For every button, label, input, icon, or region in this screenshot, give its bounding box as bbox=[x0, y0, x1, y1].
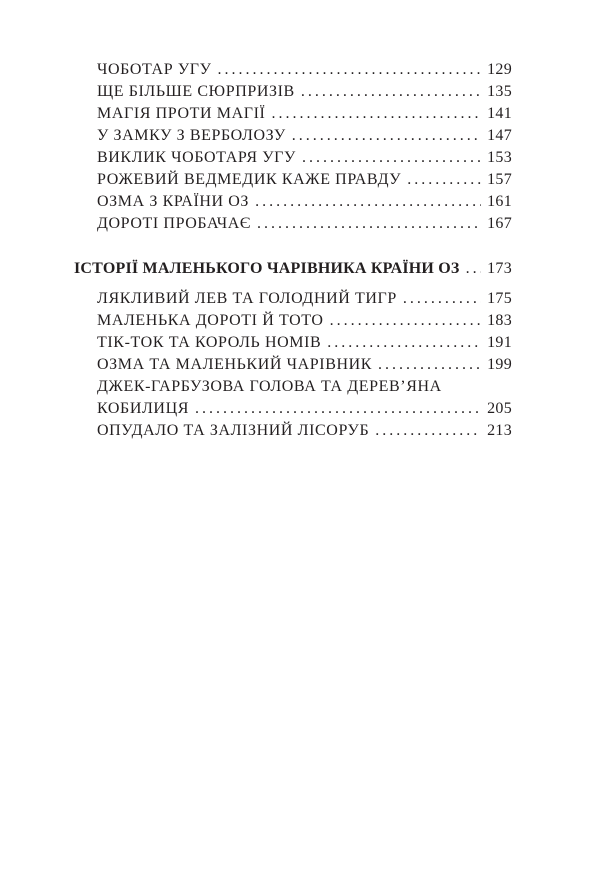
toc-entry-page: 199 bbox=[487, 356, 512, 373]
dot-leader bbox=[375, 420, 481, 442]
toc-entry bbox=[97, 310, 512, 332]
toc-entry-page: 135 bbox=[487, 83, 512, 100]
toc-entry bbox=[97, 81, 512, 103]
toc-entry-title: МАЛЕНЬКА ДОРОТІ Й ТОТО bbox=[97, 312, 324, 329]
toc-entry-page: 153 bbox=[487, 149, 512, 166]
dot-leader bbox=[195, 398, 481, 420]
toc-entry-title: РОЖЕВИЙ ВЕДМЕДИК КАЖЕ ПРАВДУ bbox=[97, 171, 402, 188]
toc-entry-title-line1: ДЖЕК-ГАРБУЗОВА ГОЛОВА ТА ДЕРЕВ’ЯНА bbox=[97, 378, 442, 395]
dot-leader bbox=[327, 332, 481, 354]
toc-entry-page: 161 bbox=[487, 193, 512, 210]
toc-entry-title: ОЗМА ТА МАЛЕНЬКИЙ ЧАРІВНИК bbox=[97, 356, 373, 373]
dot-leader bbox=[255, 191, 481, 213]
toc-entry-page: 167 bbox=[487, 215, 512, 232]
toc-entry bbox=[97, 103, 512, 125]
dot-leader bbox=[302, 147, 481, 169]
dot-leader bbox=[271, 103, 481, 125]
toc-entry bbox=[97, 191, 512, 213]
toc-entry-title: ОЗМА З КРАЇНИ ОЗ bbox=[97, 193, 250, 210]
toc-entry bbox=[97, 398, 512, 420]
toc-section-heading bbox=[74, 258, 512, 280]
dot-leader bbox=[407, 169, 481, 191]
toc-entry bbox=[97, 332, 512, 354]
toc-entry-title: ЧОБОТАР УГУ bbox=[97, 61, 212, 78]
toc-entry-page: 175 bbox=[487, 290, 512, 307]
toc-entry bbox=[97, 420, 512, 442]
toc-entry-page: 213 bbox=[487, 422, 512, 439]
toc-entry bbox=[97, 213, 512, 235]
dot-leader bbox=[218, 59, 482, 81]
toc-entry-page: 147 bbox=[487, 127, 512, 144]
toc-entry bbox=[97, 125, 512, 147]
toc-entry-title: ТІК-ТОК ТА КОРОЛЬ НОМІВ bbox=[97, 334, 322, 351]
dot-leader bbox=[466, 258, 482, 280]
toc-entry-title: КОБИЛИЦЯ bbox=[97, 400, 190, 417]
toc-entry bbox=[97, 288, 512, 310]
dot-leader bbox=[301, 81, 481, 103]
dot-leader bbox=[378, 354, 481, 376]
toc-entry-title: ЩЕ БІЛЬШЕ СЮРПРИЗІВ bbox=[97, 83, 295, 100]
toc-entry bbox=[97, 169, 512, 191]
toc-entry-page: 157 bbox=[487, 171, 512, 188]
toc-entry bbox=[97, 354, 512, 376]
toc-entry-page: 129 bbox=[487, 61, 512, 78]
toc-entry bbox=[97, 59, 512, 81]
toc-entry-page: 205 bbox=[487, 400, 512, 417]
toc-section-page: 173 bbox=[487, 260, 512, 277]
toc-section-title: ІСТОРІЇ МАЛЕНЬКОГО ЧАРІВНИКА КРАЇНИ ОЗ bbox=[74, 260, 460, 277]
dot-leader bbox=[257, 213, 481, 235]
toc-entry-title: ОПУДАЛО ТА ЗАЛІЗНИЙ ЛІСОРУБ bbox=[97, 422, 370, 439]
toc-entry-title: У ЗАМКУ З ВЕРБОЛОЗУ bbox=[97, 127, 286, 144]
toc-entry bbox=[97, 147, 512, 169]
toc-entry-title: ДОРОТІ ПРОБАЧАЄ bbox=[97, 215, 252, 232]
toc-entry-title: ЛЯКЛИВИЙ ЛЕВ ТА ГОЛОДНИЙ ТИГР bbox=[97, 290, 397, 307]
dot-leader bbox=[330, 310, 482, 332]
toc-entry-page: 183 bbox=[487, 312, 512, 329]
toc-entry-page: 141 bbox=[487, 105, 512, 122]
toc-entry-page: 191 bbox=[487, 334, 512, 351]
dot-leader bbox=[292, 125, 481, 147]
toc-entry-title: МАГІЯ ПРОТИ МАГІЇ bbox=[97, 105, 266, 122]
dot-leader bbox=[403, 288, 481, 310]
toc-entry-title: ВИКЛИК ЧОБОТАРЯ УГУ bbox=[97, 149, 296, 166]
